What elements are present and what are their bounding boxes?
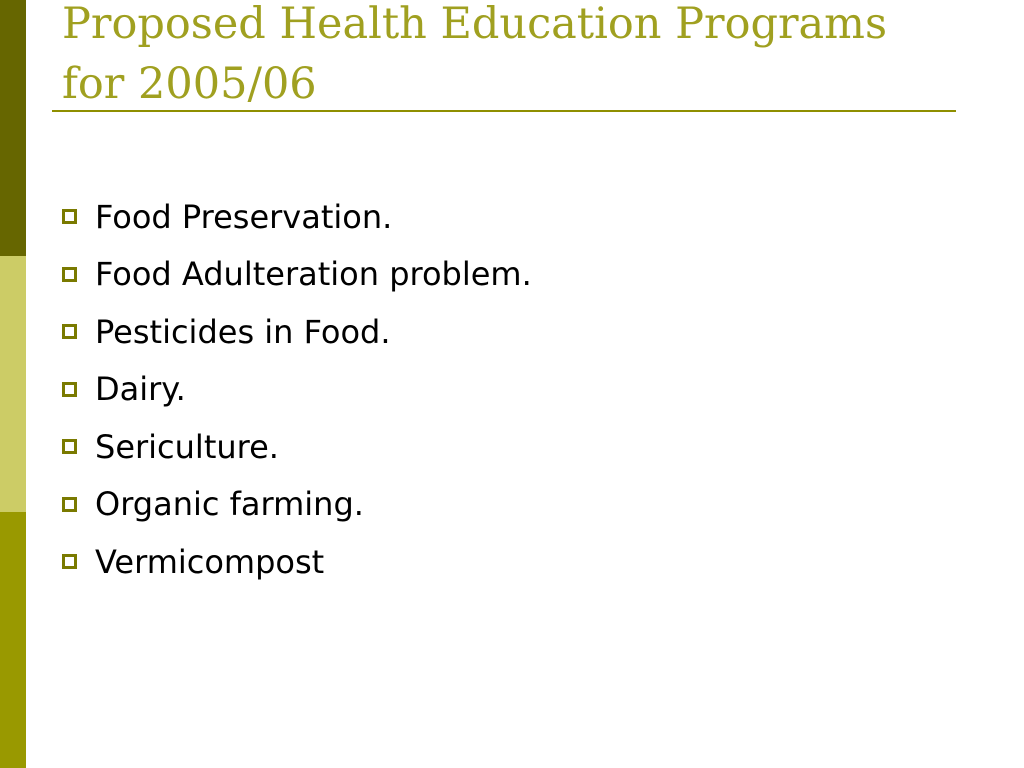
square-bullet-icon bbox=[62, 324, 77, 339]
bullet-text: Sericulture. bbox=[95, 427, 279, 466]
bullet-item bbox=[62, 246, 532, 304]
square-bullet-icon bbox=[62, 439, 77, 454]
square-bullet-icon bbox=[62, 209, 77, 224]
bullet-item bbox=[62, 188, 532, 246]
bullet-text: Pesticides in Food. bbox=[95, 312, 391, 351]
bullet-text: Vermicompost bbox=[95, 542, 325, 581]
bullet-item bbox=[62, 361, 532, 419]
square-bullet-icon bbox=[62, 554, 77, 569]
bullet-item bbox=[62, 303, 532, 361]
bullet-item bbox=[62, 533, 532, 591]
sidebar-band-dark bbox=[0, 0, 26, 256]
decorative-sidebar bbox=[0, 0, 26, 768]
bullet-text: Food Adulteration problem. bbox=[95, 255, 532, 294]
title-underline-rule bbox=[52, 110, 956, 112]
bullet-text: Dairy. bbox=[95, 370, 186, 409]
bullet-text: Organic farming. bbox=[95, 485, 364, 524]
square-bullet-icon bbox=[62, 382, 77, 397]
bullet-item bbox=[62, 418, 532, 476]
bullet-list bbox=[62, 188, 532, 591]
square-bullet-icon bbox=[62, 497, 77, 512]
slide-title-line-1: Proposed Health Education Programs bbox=[62, 0, 888, 49]
square-bullet-icon bbox=[62, 267, 77, 282]
slide-title bbox=[62, 0, 962, 114]
bullet-text: Food Preservation. bbox=[95, 197, 393, 236]
bullet-item bbox=[62, 476, 532, 534]
slide-title-line-2: for 2005/06 bbox=[62, 59, 317, 109]
sidebar-band-light bbox=[0, 256, 26, 512]
sidebar-band-medium bbox=[0, 512, 26, 768]
